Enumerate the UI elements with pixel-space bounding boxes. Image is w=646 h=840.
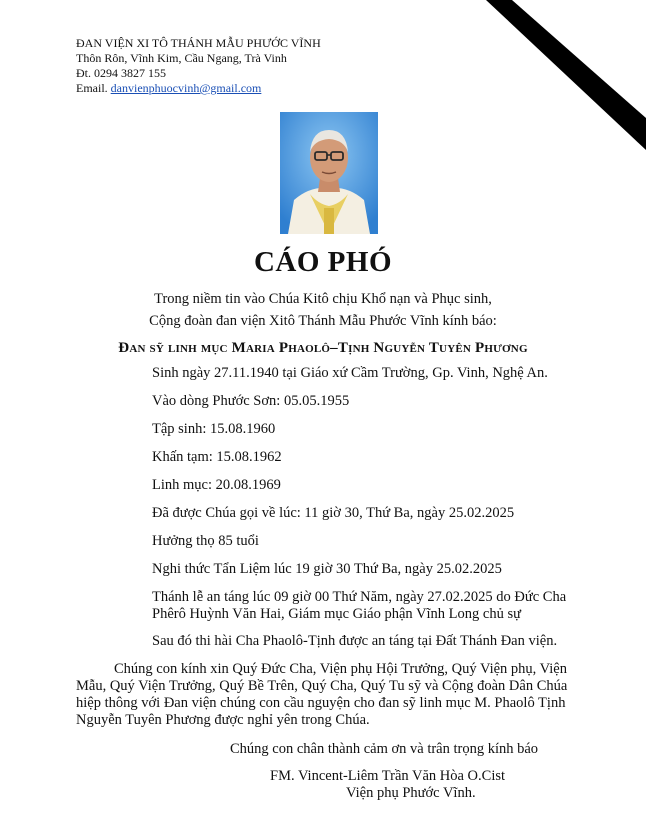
page-title: CÁO PHÓ (253, 246, 393, 278)
fact-entered: Vào dòng Phước Sơn: 05.05.1955 (152, 393, 350, 409)
fact-ordained: Linh mục: 20.08.1969 (152, 477, 281, 493)
signer-name: FM. Vincent-Liêm Trần Văn Hòa O.Cist (270, 768, 506, 784)
portrait-photo (280, 112, 378, 234)
closing-thanks: Chúng con chân thành cảm ơn và trân trọng kính báo (230, 741, 539, 757)
deceased-name: Đan sỹ linh mục Maria Phaolô–Tịnh Nguyễn Tuyên Phương (118, 340, 528, 356)
fact-wake: Nghi thức Tẩn Liệm lúc 19 giờ 30 Thứ Ba, ngày 25.02.2025 (152, 561, 502, 577)
org-phone: Đt. 0294 3827 155 (76, 66, 166, 80)
fact-died: Đã được Chúa gọi về lúc: 11 giờ 30, Thứ Ba, ngày 25.02.2025 (152, 505, 515, 521)
email-label: Email. (76, 81, 108, 95)
intro-line-2: Cộng đoàn đan viện Xitô Thánh Mẫu Phước Vĩnh kính báo: (149, 313, 497, 329)
org-name: ĐAN VIỆN XI TÔ THÁNH MẪU PHƯỚC VĨNH (76, 36, 321, 50)
fact-age: Hưởng thọ 85 tuổi (152, 533, 259, 549)
fact-born: Sinh ngày 27.11.1940 tại Giáo xứ Cầm Trường, Gp. Vinh, Nghệ An. (152, 365, 548, 381)
intro-line-1: Trong niềm tin vào Chúa Kitô chịu Khổ nạn và Phục sinh, (154, 291, 492, 307)
org-email-row (76, 81, 321, 96)
org-address: Thôn Rôn, Vĩnh Kim, Cầu Ngang, Trà Vinh (76, 51, 287, 65)
email-link[interactable]: danvienphuocvinh@gmail.com (110, 81, 262, 95)
fact-funeral: Thánh lễ an táng lúc 09 giờ 00 Thứ Năm, ngày 27.02.2025 do Đức Cha Phêrô Huỳnh Văn Hai, Giám mục Giáo phận Vĩnh Long chủ sự (152, 589, 567, 622)
fact-burial: Sau đó thi hài Cha Phaolô-Tịnh được an táng tại Đất Thánh Đan viện. (152, 633, 558, 649)
prayer-request: Chúng con kính xin Quý Đức Cha, Viện phụ Hội Trưởng, Quý Viện phụ, Viện Mẫu, Quý Viện Trưởng, Quý Bề Trên, Quý Cha, Quý Tu sỹ và Cộng đoàn Dân Chúa hiệp thông với Đan viện chúng con cầu nguyện cho đan sỹ linh mục M. Phaolô Tịnh Nguyễn Tuyên Phương được nghỉ yên trong Chúa. (76, 661, 568, 728)
fact-novitiate: Tập sinh: 15.08.1960 (152, 421, 276, 437)
fact-vows: Khấn tạm: 15.08.1962 (152, 449, 282, 465)
mourning-ribbon (486, 0, 646, 150)
letterhead (76, 36, 321, 96)
signer-title: Viện phụ Phước Vĩnh. (346, 785, 476, 801)
